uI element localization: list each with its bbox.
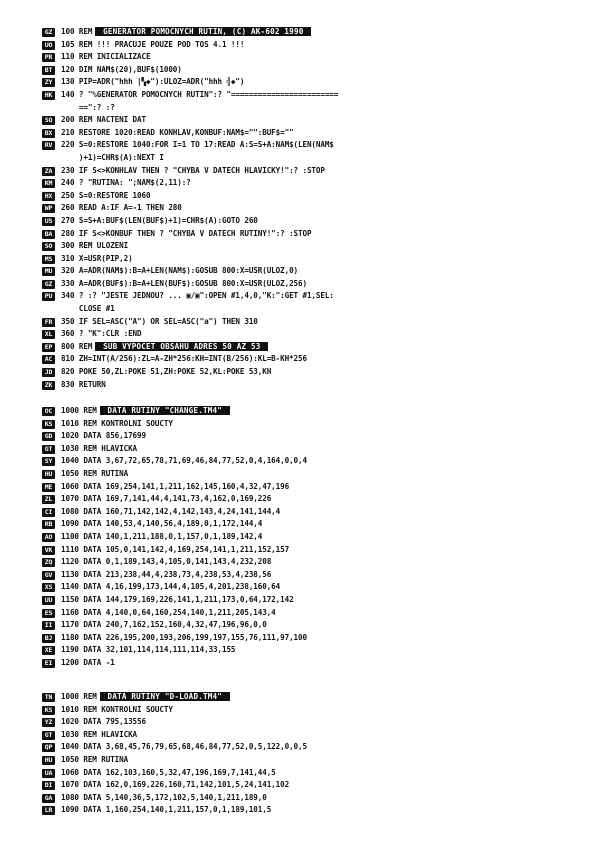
listing-line bbox=[42, 64, 587, 77]
listing-line bbox=[42, 804, 587, 817]
checksum-tag: JD bbox=[42, 368, 55, 377]
code-text: 350 IF SEL=ASC("A") OR SEL=ASC("a") THEN 310 bbox=[61, 316, 258, 326]
checksum-tag: XL bbox=[42, 330, 55, 339]
code-line bbox=[61, 544, 289, 557]
dload-routine-data-listing bbox=[42, 691, 587, 817]
code-text: 280 IF S<>KONBUF THEN ? "CHYBA V DATECH RUTINY!":? :STOP bbox=[61, 228, 312, 238]
code-text: 1160 DATA 4,140,0,64,160,254,140,1,211,205,143,4 bbox=[61, 607, 276, 617]
code-text: 1120 DATA 0,1,189,143,4,105,0,141,143,4,232,208 bbox=[61, 557, 272, 567]
code-text: 340 ? :? "JESTE JEDNOU? ... ▣/▣":OPEN #1,4,0,"K:":GET #1,SEL: CLOSE #1 bbox=[61, 291, 334, 314]
code-text: 1080 DATA 160,71,142,142,4,142,143,4,24,141,144,4 bbox=[61, 506, 281, 516]
code-line bbox=[61, 767, 276, 780]
checksum-tag: UU bbox=[42, 596, 55, 605]
code-line bbox=[61, 518, 262, 531]
listing-line bbox=[42, 165, 587, 178]
code-text: 1140 DATA 4,16,199,173,144,4,105,4,201,238,160,64 bbox=[61, 582, 281, 592]
checksum-tag: ZY bbox=[42, 78, 55, 87]
code-line bbox=[61, 569, 271, 582]
code-text: 230 IF S<>KONHLAV THEN ? "CHYBA V DATECH HLAVICKY!":? :STOP bbox=[61, 165, 325, 175]
code-text: 1040 DATA 3,68,45,76,79,65,68,46,84,77,52,0,5,122,0,0,5 bbox=[61, 742, 307, 752]
code-line bbox=[61, 493, 271, 506]
checksum-tag: LR bbox=[42, 806, 55, 815]
listing-line bbox=[42, 190, 587, 203]
code-text: 1050 REM RUTINA bbox=[61, 754, 129, 764]
code-line bbox=[61, 290, 334, 315]
listing-line bbox=[42, 468, 587, 481]
code-line bbox=[61, 127, 294, 140]
listing-line bbox=[42, 704, 587, 717]
checksum-tag: CI bbox=[42, 508, 55, 517]
code-line bbox=[61, 39, 244, 52]
code-line bbox=[61, 76, 244, 89]
code-line bbox=[61, 556, 271, 569]
listing-line bbox=[42, 531, 587, 544]
listing-line bbox=[42, 253, 587, 266]
code-line bbox=[61, 202, 182, 215]
code-text: 1080 DATA 5,140,36,5,172,102,5,140,1,211,189,0 bbox=[61, 792, 267, 802]
listing-line bbox=[42, 26, 587, 39]
code-text: 1010 REM KONTROLNI SOUCTY bbox=[61, 418, 173, 428]
listing-line bbox=[42, 89, 587, 114]
code-text: 1050 REM RUTINA bbox=[61, 468, 129, 478]
listing-line bbox=[42, 418, 587, 431]
listing-line bbox=[42, 619, 587, 632]
listing-line bbox=[42, 341, 587, 354]
code-text: 360 ? "K":CLR :END bbox=[61, 329, 142, 339]
code-line bbox=[61, 316, 258, 329]
code-text: 220 S=0:RESTORE 1040:FOR I=1 TO 17:READ A:S=S+A:NAM$(LEN(NAM$ )+1)=CHR$(A):NEXT I bbox=[61, 140, 334, 162]
listing-line bbox=[42, 493, 587, 506]
code-text: 1060 DATA 162,103,160,5,32,47,196,169,7,141,44,5 bbox=[61, 767, 276, 777]
checksum-tag: RB bbox=[42, 520, 55, 529]
listing-line bbox=[42, 455, 587, 468]
inverse-video-text: GENERATOR POMOCNYCH RUTIN, (C) AK-602 1990 bbox=[95, 27, 311, 36]
code-text: 240 ? "RUTINA: ";NAM$(2,11):? bbox=[61, 178, 191, 188]
listing-line bbox=[42, 481, 587, 494]
listing-line bbox=[42, 792, 587, 805]
code-line bbox=[61, 228, 311, 241]
code-text: 270 S=S+A:BUF$(LEN(BUF$)+1)=CHR$(A):GOTO 260 bbox=[61, 215, 258, 225]
code-line bbox=[61, 139, 334, 164]
code-text: 1180 DATA 226,195,200,193,206,199,197,155,76,111,97,100 bbox=[61, 632, 307, 642]
code-line bbox=[61, 455, 307, 468]
code-text: 1030 REM HLAVICKA bbox=[61, 443, 138, 453]
listing-line bbox=[42, 228, 587, 241]
code-line bbox=[61, 379, 106, 392]
code-line bbox=[61, 716, 146, 729]
checksum-tag: TN bbox=[42, 693, 55, 702]
code-line bbox=[61, 506, 280, 519]
code-text: 1150 DATA 144,179,169,226,141,1,211,173,0,64,172,142 bbox=[61, 594, 294, 604]
listing-line bbox=[42, 741, 587, 754]
code-text: 1090 DATA 1,160,254,140,1,211,157,0,1,189,101,5 bbox=[61, 805, 272, 815]
checksum-tag: EI bbox=[42, 659, 55, 668]
code-line bbox=[61, 418, 173, 431]
code-line bbox=[61, 366, 271, 379]
checksum-tag: XS bbox=[42, 583, 55, 592]
checksum-tag: ZQ bbox=[42, 558, 55, 567]
code-text: 1110 DATA 105,0,141,142,4,169,254,141,1,211,152,157 bbox=[61, 544, 290, 554]
code-line bbox=[61, 430, 146, 443]
listing-line bbox=[42, 632, 587, 645]
code-text: 250 S=0:RESTORE 1060 bbox=[61, 190, 151, 200]
code-line bbox=[61, 89, 338, 114]
checksum-tag: KM bbox=[42, 179, 55, 188]
code-line bbox=[61, 190, 150, 203]
code-line bbox=[61, 619, 267, 632]
code-line bbox=[61, 253, 133, 266]
listing-line bbox=[42, 316, 587, 329]
checksum-tag: MS bbox=[42, 255, 55, 264]
code-line bbox=[61, 64, 182, 77]
code-line bbox=[61, 405, 230, 418]
listing-line bbox=[42, 278, 587, 291]
checksum-tag: HX bbox=[42, 192, 55, 201]
listing-line bbox=[42, 729, 587, 742]
listing-line bbox=[42, 430, 587, 443]
code-line bbox=[61, 607, 276, 620]
listing-line bbox=[42, 405, 587, 418]
checksum-tag: HU bbox=[42, 470, 55, 479]
checksum-tag: SQ bbox=[42, 116, 55, 125]
code-text: 140 ? "%GENERATOR POMOCNYCH RUTIN":? "======================== ==":? :? bbox=[61, 89, 339, 112]
code-text: 310 X=USR(PIP,2) bbox=[61, 253, 133, 263]
checksum-tag: YZ bbox=[42, 718, 55, 727]
listing-line bbox=[42, 556, 587, 569]
code-text: 110 REM INICIALIZACE bbox=[61, 52, 151, 62]
code-text: 1040 DATA 3,67,72,65,78,71,69,46,84,77,52,0,4,164,0,0,4 bbox=[61, 456, 307, 466]
code-text: 1030 REM HLAVICKA bbox=[61, 729, 138, 739]
listing-line bbox=[42, 779, 587, 792]
checksum-tag: HK bbox=[42, 91, 55, 100]
listing-line bbox=[42, 76, 587, 89]
checksum-tag: BT bbox=[42, 66, 55, 75]
change-routine-data-listing bbox=[42, 405, 587, 669]
checksum-tag: WP bbox=[42, 204, 55, 213]
code-line bbox=[61, 792, 267, 805]
code-line bbox=[61, 779, 289, 792]
code-line bbox=[61, 341, 268, 354]
code-line bbox=[61, 804, 271, 817]
checksum-tag: XE bbox=[42, 646, 55, 655]
listing-line bbox=[42, 265, 587, 278]
code-text: 330 A=ADR(BUF$):B=A+LEN(BUF$):GOSUB 800:X=USR(ULOZ,256) bbox=[61, 278, 307, 288]
code-text: 1020 DATA 795,13556 bbox=[61, 717, 146, 727]
checksum-tag: II bbox=[42, 621, 55, 630]
code-line bbox=[61, 594, 294, 607]
code-line bbox=[61, 741, 307, 754]
listing-line bbox=[42, 202, 587, 215]
code-line bbox=[61, 691, 230, 704]
checksum-tag: ES bbox=[42, 609, 55, 618]
code-text: 1170 DATA 240,7,162,152,160,4,32,47,196,96,0,0 bbox=[61, 620, 267, 630]
code-text: 105 REM !!! PRACUJE POUZE POD TOS 4.1 !!! bbox=[61, 39, 245, 49]
listing-line bbox=[42, 594, 587, 607]
listing-line bbox=[42, 518, 587, 531]
code-line bbox=[61, 328, 142, 341]
checksum-tag: EP bbox=[42, 343, 55, 352]
code-line bbox=[61, 26, 311, 39]
code-line bbox=[61, 278, 307, 291]
code-text: 100 REM bbox=[61, 27, 93, 36]
checksum-tag: GV bbox=[42, 571, 55, 580]
checksum-tag: US bbox=[42, 217, 55, 226]
listing-line bbox=[42, 767, 587, 780]
code-line bbox=[61, 481, 289, 494]
listing-line bbox=[42, 657, 587, 670]
code-text: 260 READ A:IF A=-1 THEN 280 bbox=[61, 203, 182, 213]
listing-line bbox=[42, 328, 587, 341]
checksum-tag: KS bbox=[42, 706, 55, 715]
listing-line bbox=[42, 290, 587, 315]
code-line bbox=[61, 215, 258, 228]
checksum-tag: RV bbox=[42, 141, 55, 150]
listing-line bbox=[42, 114, 587, 127]
checksum-tag: AC bbox=[42, 355, 55, 364]
code-text: 200 REM NACTENI DAT bbox=[61, 115, 146, 125]
checksum-tag: HU bbox=[42, 756, 55, 765]
main-program-listing bbox=[42, 26, 587, 391]
code-text: 1070 DATA 169,7,141,44,4,141,73,4,162,0,169,226 bbox=[61, 494, 272, 504]
code-line bbox=[61, 114, 146, 127]
listing-line bbox=[42, 754, 587, 767]
code-text: 120 DIM NAM$(20),BUF$(1000) bbox=[61, 64, 182, 74]
checksum-tag: GT bbox=[42, 445, 55, 454]
code-line bbox=[61, 177, 191, 190]
code-line bbox=[61, 443, 137, 456]
checksum-tag: ZK bbox=[42, 381, 55, 390]
code-text: 1070 DATA 162,0,169,226,160,71,142,101,5,24,141,102 bbox=[61, 780, 290, 790]
code-line bbox=[61, 581, 280, 594]
checksum-tag: SO bbox=[42, 242, 55, 251]
checksum-tag: PR bbox=[42, 53, 55, 62]
listing-line bbox=[42, 716, 587, 729]
listing-line bbox=[42, 443, 587, 456]
listing-line bbox=[42, 139, 587, 164]
code-line bbox=[61, 704, 173, 717]
inverse-video-text: SUB VYPOCET OBSAHU ADRES 50 AZ 53 bbox=[95, 342, 268, 351]
code-line bbox=[61, 754, 128, 767]
checksum-tag: BJ bbox=[42, 634, 55, 643]
checksum-tag: SY bbox=[42, 457, 55, 466]
listing-line bbox=[42, 691, 587, 704]
checksum-tag: UO bbox=[42, 41, 55, 50]
code-text: 320 A=ADR(NAM$):B=A+LEN(NAM$):GOSUB 800:X=USR(ULOZ,0) bbox=[61, 266, 299, 276]
listing-line bbox=[42, 215, 587, 228]
checksum-tag: GZ bbox=[42, 280, 55, 289]
code-line bbox=[61, 265, 298, 278]
code-text: 1130 DATA 213,238,44,4,238,73,4,238,53,4,238,56 bbox=[61, 569, 272, 579]
checksum-tag: DI bbox=[42, 781, 55, 790]
checksum-tag: PU bbox=[42, 292, 55, 301]
code-text: 130 PIP=ADR("hhh |▚◆"):ULOZ=ADR("hhh ╣◆") bbox=[61, 77, 245, 87]
code-text: 210 RESTORE 1020:READ KONHLAV,KONBUF:NAM$="":BUF$="" bbox=[61, 127, 294, 137]
checksum-tag: GZ bbox=[42, 28, 55, 37]
listing-line bbox=[42, 127, 587, 140]
listing-line bbox=[42, 607, 587, 620]
checksum-tag: ME bbox=[42, 483, 55, 492]
code-text: 800 REM bbox=[61, 341, 93, 351]
code-line bbox=[61, 531, 262, 544]
code-line bbox=[61, 240, 128, 253]
code-line bbox=[61, 468, 128, 481]
code-text: 1020 DATA 856,17699 bbox=[61, 431, 146, 441]
code-line bbox=[61, 353, 307, 366]
listing-line bbox=[42, 240, 587, 253]
code-text: 1200 DATA -1 bbox=[61, 657, 115, 667]
checksum-tag: ZA bbox=[42, 167, 55, 176]
listing-line bbox=[42, 544, 587, 557]
code-text: 820 POKE 50,ZL:POKE 51,ZH:POKE 52,KL:POKE 53,KH bbox=[61, 367, 272, 377]
listing-line bbox=[42, 366, 587, 379]
listing-line bbox=[42, 379, 587, 392]
code-text: 300 REM ULOZENI bbox=[61, 241, 129, 251]
listing-line bbox=[42, 506, 587, 519]
checksum-tag: ZL bbox=[42, 495, 55, 504]
code-text: 830 RETURN bbox=[61, 379, 106, 389]
code-text: 1000 REM bbox=[61, 692, 97, 701]
code-text: 1100 DATA 140,1,211,188,0,1,157,0,1,189,142,4 bbox=[61, 531, 263, 541]
code-text: 1060 DATA 169,254,141,1,211,162,145,160,4,32,47,196 bbox=[61, 481, 290, 491]
checksum-tag: VK bbox=[42, 546, 55, 555]
checksum-tag: KS bbox=[42, 420, 55, 429]
checksum-tag: UA bbox=[42, 769, 55, 778]
listing-line bbox=[42, 177, 587, 190]
code-line bbox=[61, 729, 137, 742]
checksum-tag: GA bbox=[42, 794, 55, 803]
listing-line bbox=[42, 644, 587, 657]
listing-line bbox=[42, 353, 587, 366]
code-line bbox=[61, 51, 150, 64]
code-text: 1190 DATA 32,101,114,114,111,114,33,155 bbox=[61, 645, 236, 655]
checksum-tag: BA bbox=[42, 230, 55, 239]
listing-line bbox=[42, 569, 587, 582]
checksum-tag: MU bbox=[42, 267, 55, 276]
listing-line bbox=[42, 51, 587, 64]
code-line bbox=[61, 644, 235, 657]
code-text: 1010 REM KONTROLNI SOUCTY bbox=[61, 704, 173, 714]
checksum-tag: BX bbox=[42, 129, 55, 138]
code-text: 1000 REM bbox=[61, 406, 97, 415]
checksum-tag: OC bbox=[42, 407, 55, 416]
code-line bbox=[61, 632, 307, 645]
listing-line bbox=[42, 39, 587, 52]
code-line bbox=[61, 165, 325, 178]
inverse-video-text: DATA RUTINY "CHANGE.TM4" bbox=[100, 406, 230, 415]
checksum-tag: GD bbox=[42, 432, 55, 441]
checksum-tag: GT bbox=[42, 731, 55, 740]
listing-line bbox=[42, 581, 587, 594]
inverse-video-text: DATA RUTINY "D-LOAD.TM4" bbox=[100, 692, 230, 701]
checksum-tag: QP bbox=[42, 743, 55, 752]
checksum-tag: FR bbox=[42, 318, 55, 327]
code-text: 810 ZH=INT(A/256):ZL=A-ZH*256:KH=INT(B/256):KL=B-KH*256 bbox=[61, 354, 307, 364]
code-text: 1090 DATA 140,53,4,140,56,4,189,0,1,172,144,4 bbox=[61, 519, 263, 529]
checksum-tag: AO bbox=[42, 533, 55, 542]
code-line bbox=[61, 657, 115, 670]
